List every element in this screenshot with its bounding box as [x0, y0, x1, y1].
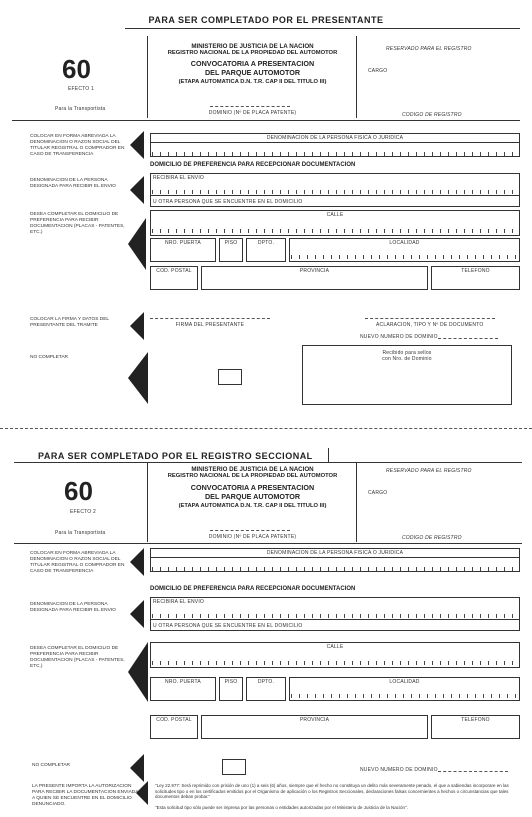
aclaracion-label: ACLARACION, TIPO Y Nº DE DOCUMENTO — [376, 322, 484, 328]
instruction-denominacion: COLOCAR EN FORMA ABREVIADA LA DENOMINACION O RAZON SOCIAL DEL TITULAR REGISTRAL O COMPRADOR EN CASO DE TRANSFERENCIA — [30, 551, 125, 574]
para-label: Para la Transportista — [55, 530, 106, 536]
recibira-label: RECIBIRA EL ENVIO — [153, 599, 205, 605]
instruction-domicilio: DESEA COMPLETAR EL DOMICILIO DE PREFERENCIA PARA RECIBIR DOCUMENTACION (PLACAS - PATENTES, ETC.) — [30, 212, 125, 235]
reservado-label: RESERVADO PARA EL REGISTRO — [386, 46, 472, 52]
recibido-line1: Recibido para sellos — [382, 350, 432, 356]
dominio-field[interactable] — [210, 530, 290, 531]
letter-ticks — [152, 661, 518, 665]
section-header: PARA SER COMPLETADO POR EL REGISTRO SECCIONAL — [38, 451, 313, 461]
letter-ticks — [152, 567, 518, 571]
ministry-line2: REGISTRO NACIONAL DE LA PROPIEDAD DEL AUTOMOTOR — [167, 50, 338, 56]
divider — [12, 120, 520, 121]
arrow-icon — [128, 642, 148, 702]
form-number: 60 — [62, 54, 91, 84]
nro-puerta-label: NRO. PUERTA — [165, 240, 201, 246]
dominio-field[interactable] — [210, 106, 290, 107]
divider — [356, 36, 357, 118]
convocatoria-3: (ETAPA AUTOMATICA D.N. T.R. CAP II DEL TITULO III) — [178, 503, 327, 509]
form-number: 60 — [64, 476, 93, 506]
divider — [356, 462, 357, 542]
piso-label: PISO — [224, 679, 238, 685]
nuevo-numero-label: NUEVO NUMERO DE DOMINIO — [360, 334, 438, 340]
cod-postal-label: COD. POSTAL — [156, 717, 192, 723]
efecto-label: EFECTO 2 — [70, 509, 96, 515]
divider — [150, 557, 520, 558]
letter-ticks — [152, 614, 518, 618]
recibido-line2: con Nro. de Dominio — [382, 356, 432, 362]
ministry-line1: MINISTERIO DE JUSTICIA DE LA NACION — [191, 466, 314, 473]
cod-postal-label: COD. POSTAL — [156, 268, 192, 274]
divider — [150, 619, 520, 620]
letter-ticks — [152, 190, 518, 194]
divider — [147, 462, 148, 542]
firma-field[interactable] — [150, 318, 270, 319]
telefono-label: TELEFONO — [461, 717, 490, 723]
efecto-label: EFECTO 1 — [68, 86, 94, 92]
convocatoria-3: (ETAPA AUTOMATICA D.N. T.R. CAP II DEL TITULO III) — [178, 79, 327, 85]
arrow-icon — [130, 312, 144, 340]
dpto-label: DPTO. — [257, 679, 275, 685]
convocatoria-2: DEL PARQUE AUTOMOTOR — [204, 492, 301, 501]
arrow-icon — [130, 131, 144, 159]
letter-ticks — [152, 229, 518, 233]
nro-puerta-label: NRO. PUERTA — [165, 679, 201, 685]
dominio-label: DOMINIO (Nº DE PLACA PATENTE) — [208, 534, 297, 540]
instruction-domicilio: DESEA COMPLETAR EL DOMICILIO DE PREFERENCIA PARA RECIBIR DOCUMENTACION (PLACAS - PATENTES, ETC.) — [30, 646, 125, 669]
instruction-recibira: DENOMINACION DE LA PERSONA DESIGNADA PARA RECIBIR EL ENVIO — [30, 602, 116, 613]
otra-persona-label: U OTRA PERSONA QUE SE ENCUENTRE EN EL DOMICILIO — [153, 199, 303, 205]
convocatoria-2: DEL PARQUE AUTOMOTOR — [204, 68, 301, 77]
reservado-label: RESERVADO PARA EL REGISTRO — [386, 468, 472, 474]
domicilio-title: DOMICILIO DE PREFERENCIA PARA RECEPCIONAR DOCUMENTACION — [150, 162, 356, 168]
convocatoria-1: CONVOCATORIA A PRESENTACION — [190, 59, 315, 68]
domicilio-title: DOMICILIO DE PREFERENCIA PARA RECEPCIONAR DOCUMENTACION — [150, 586, 356, 592]
divider — [328, 448, 329, 462]
para-label: Para la Transportista — [55, 106, 106, 112]
aclaracion-field[interactable] — [365, 318, 495, 319]
recibira-label: RECIBIRA EL ENVIO — [153, 175, 205, 181]
convocatoria-1: CONVOCATORIA A PRESENTACION — [190, 483, 315, 492]
no-completar-box[interactable] — [218, 369, 242, 385]
provincia-label: PROVINCIA — [299, 717, 330, 723]
divider — [14, 543, 522, 544]
provincia-label: PROVINCIA — [299, 268, 330, 274]
localidad-label: LOCALIDAD — [389, 679, 420, 685]
dpto-label: DPTO. — [257, 240, 275, 246]
instruction-firma: COLOCAR LA FIRMA Y DATOS DEL PRESENTANTE DEL TRAMITE — [30, 317, 109, 328]
divider — [125, 28, 520, 29]
cargo-label: CARGO — [368, 490, 388, 496]
localidad-label: LOCALIDAD — [389, 240, 420, 246]
divider — [147, 36, 148, 118]
no-completar-label: NO COMPLETAR — [32, 763, 71, 768]
nuevo-numero-label: NUEVO NUMERO DE DOMINIO — [360, 767, 438, 773]
denominacion-label: DENOMINACION DE LA PERSONA FISICA O JURIDICA — [266, 550, 404, 556]
letter-ticks — [291, 255, 518, 259]
arrow-icon — [130, 600, 144, 628]
instruction-recibira: DENOMINACION DE LA PERSONA DESIGNADA PARA RECIBIR EL ENVIO — [30, 178, 116, 189]
instruction-denominacion: COLOCAR EN FORMA ABREVIADA LA DENOMINACION O RAZON SOCIAL DEL TITULAR REGISTRAL O COMPRADOR EN CASO DE TRANSFERENCIA — [30, 134, 125, 157]
ministry-line2: REGISTRO NACIONAL DE LA PROPIEDAD DEL AUTOMOTOR — [167, 473, 338, 479]
piso-label: PISO — [224, 240, 238, 246]
arrow-icon — [128, 352, 148, 404]
nuevo-numero-field[interactable] — [438, 338, 498, 339]
letter-ticks — [152, 152, 518, 156]
codigo-label: CODIGO DE REGISTRO — [402, 535, 462, 541]
legal-text-2: "Esta solicitud tipo sólo puede ser impresa por las personas o entidades autorizadas por el Ministerio de Justicia de la Nación". — [155, 805, 408, 810]
telefono-label: TELEFONO — [461, 268, 490, 274]
legal-text: "Ley 22.977: Será reprimido con prisión de uno (1) a seis (6) años, siempre que el hecho no constituya un delito más severamente penado, el que a sabiendas incorporare en las solicitudes tipo o en los certificados emitidos por el Organismo de aplicación o los Registros Seccionales, declaraciones falsas concernientes a hechos o circunstancias que tales documentos deban probar." — [155, 783, 509, 799]
letter-ticks — [291, 694, 518, 698]
section-header: PARA SER COMPLETADO POR EL PRESENTANTE — [148, 15, 384, 25]
arrow-icon — [136, 781, 148, 805]
nuevo-numero-field[interactable] — [438, 771, 508, 772]
divider — [150, 195, 520, 196]
otra-persona-label: U OTRA PERSONA QUE SE ENCUENTRE EN EL DOMICILIO — [153, 623, 303, 629]
arrow-icon — [130, 176, 144, 204]
cargo-label: CARGO — [368, 68, 388, 74]
no-completar-box[interactable] — [222, 759, 246, 775]
firma-label: FIRMA DEL PRESENTANTE — [175, 322, 245, 328]
arrow-icon — [130, 548, 144, 576]
dominio-label: DOMINIO (Nº DE PLACA PATENTE) — [208, 110, 297, 116]
calle-label: CALLE — [326, 212, 344, 218]
denominacion-label: DENOMINACION DE LA PERSONA FISICA O JURIDICA — [266, 135, 404, 141]
autorizacion-text: LA PRESENTE IMPORTA LA AUTORIZACION PARA RECIBIR LA DOCUMENTACION ENVIADA A QUIEN SE ENCUENTRE EN EL DOMICILIO DENUNCIADO. — [32, 784, 139, 807]
ministry-line1: MINISTERIO DE JUSTICIA DE LA NACION — [191, 43, 314, 50]
arrow-icon — [130, 754, 144, 782]
no-completar-label: NO COMPLETAR — [30, 355, 69, 360]
cut-line — [0, 428, 532, 429]
divider — [14, 462, 522, 463]
calle-label: CALLE — [326, 644, 344, 650]
codigo-label: CODIGO DE REGISTRO — [402, 112, 462, 118]
divider — [150, 142, 520, 143]
arrow-icon — [128, 218, 146, 270]
